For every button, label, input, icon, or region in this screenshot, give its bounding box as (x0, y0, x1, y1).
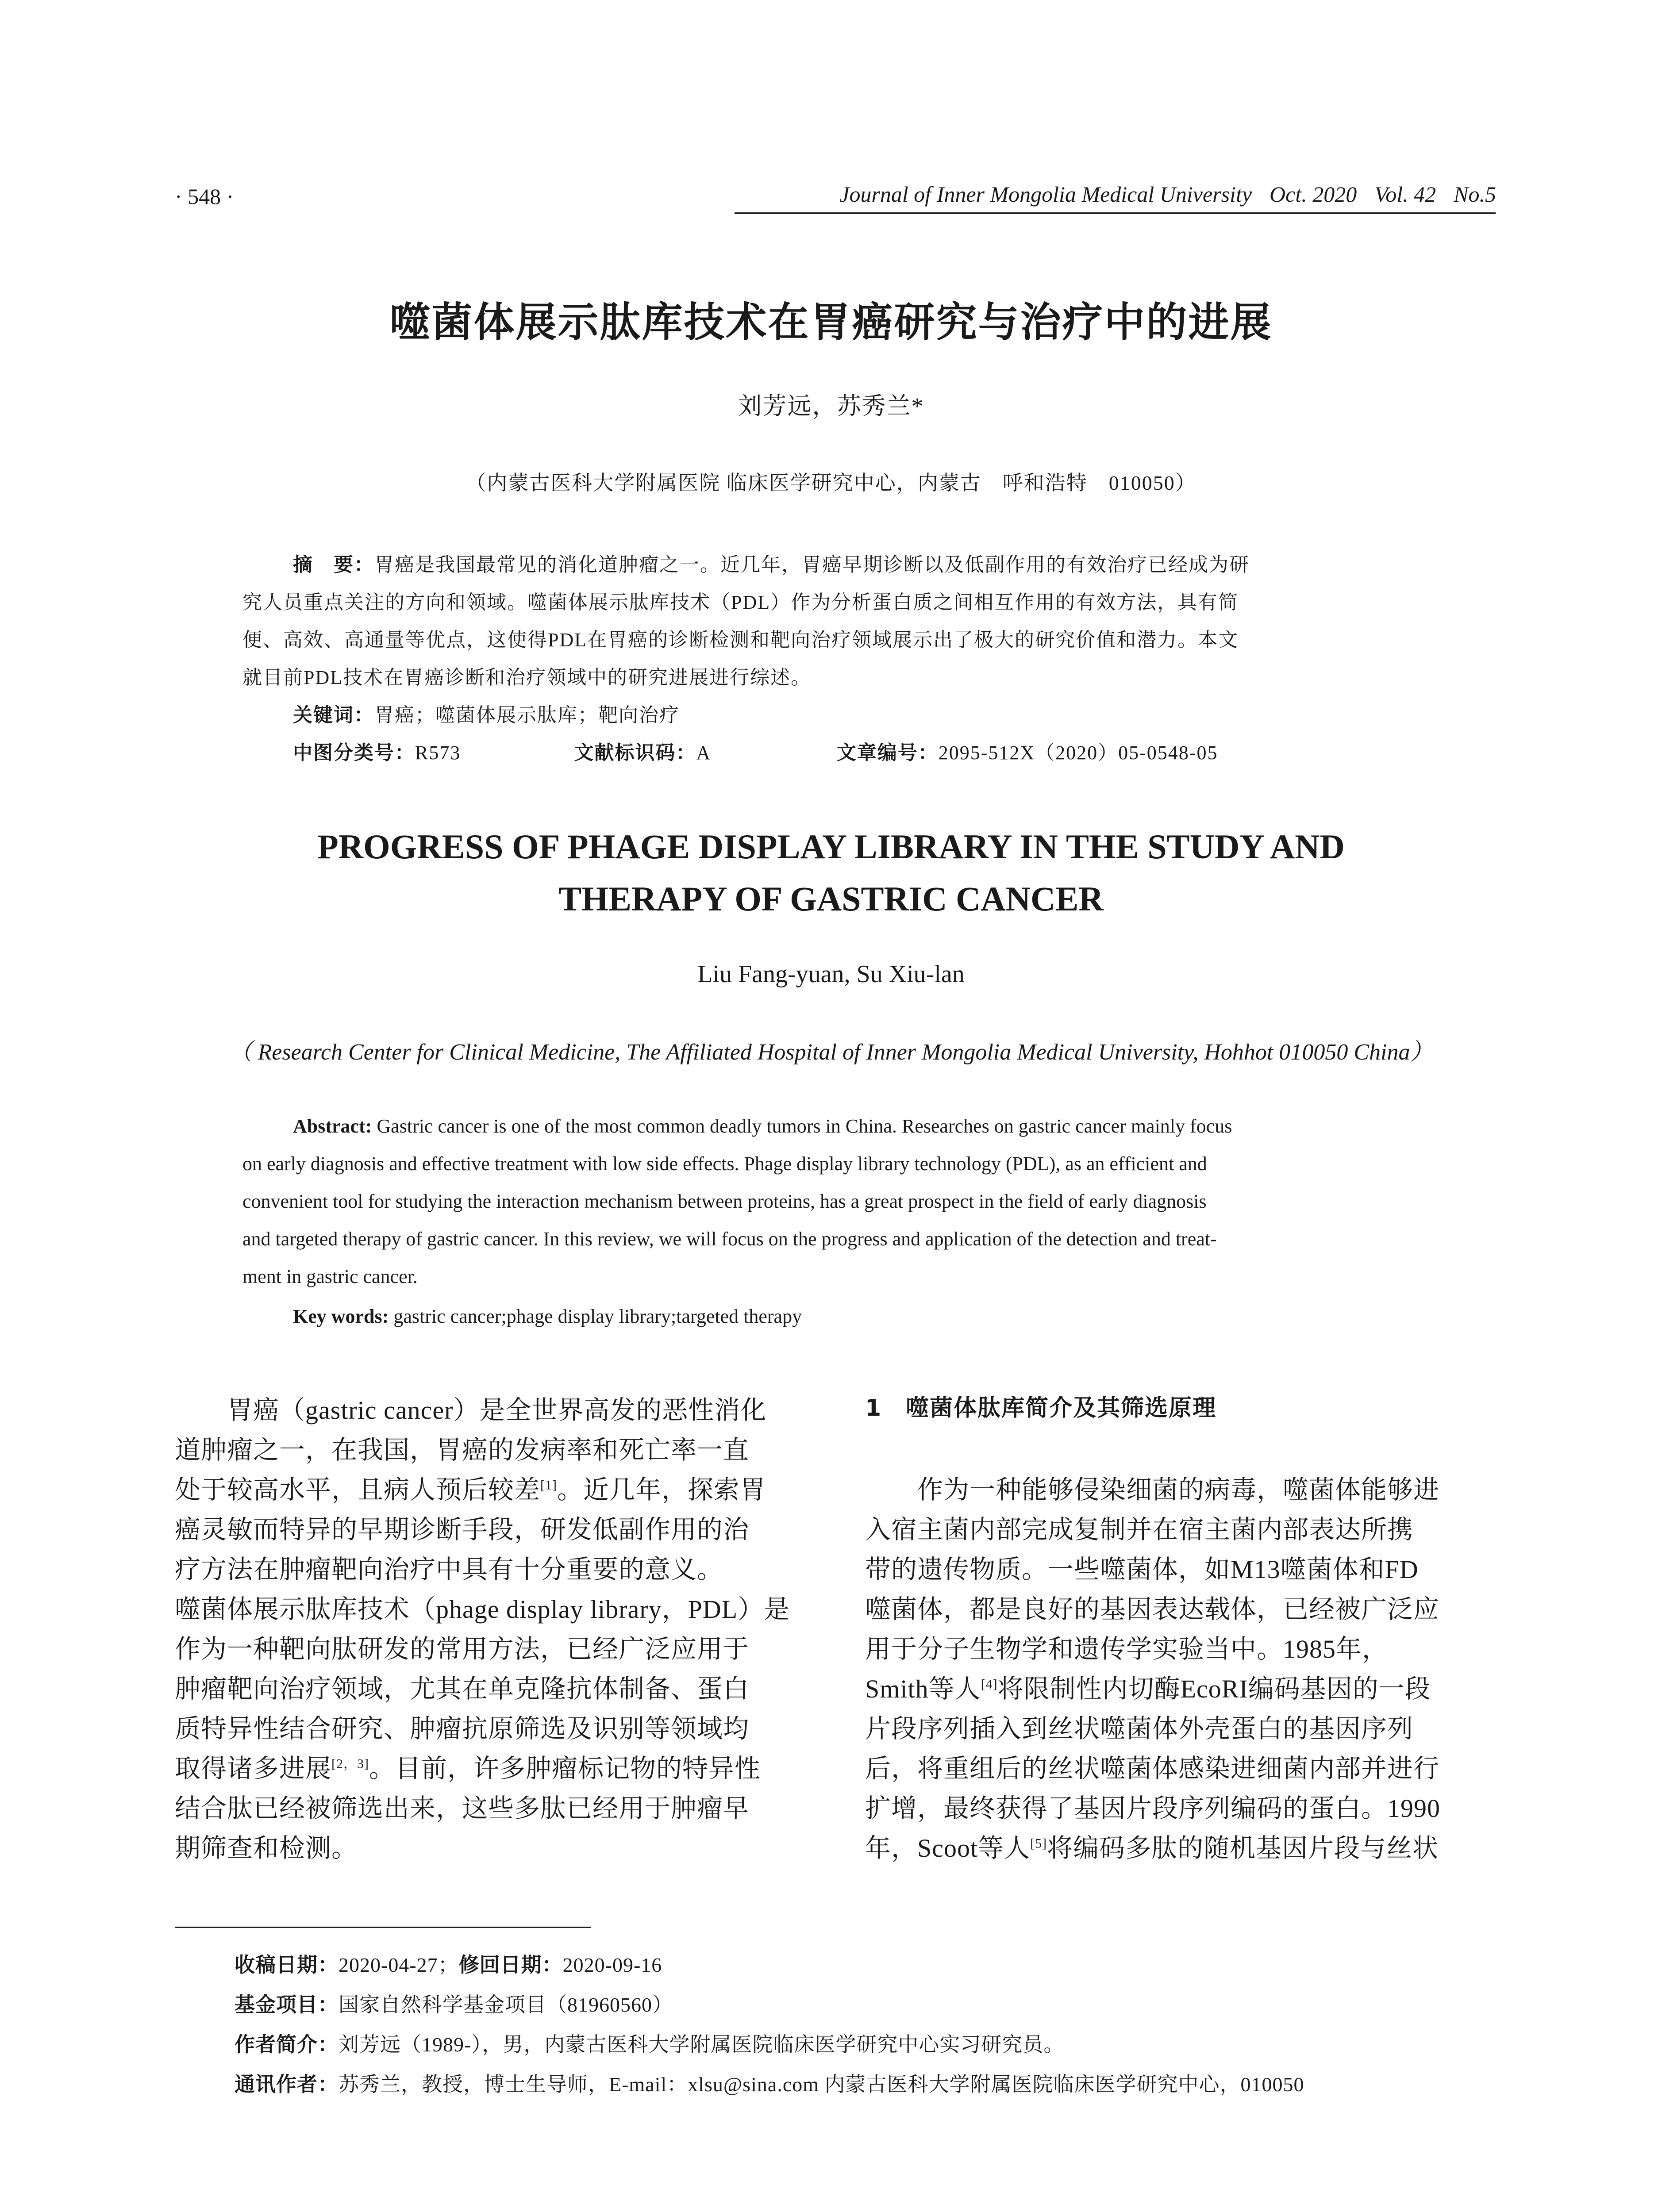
chinese-keywords-text: 胃癌；噬菌体展示肽库；靶向治疗 (374, 704, 680, 726)
body-line: 质特异性结合研究、肿瘤抗原筛选及识别等领域均 (175, 1714, 750, 1743)
body-line: 扩增，最终获得了基因片段序列编码的蛋白。1990 (865, 1794, 1441, 1823)
body-line: 年，Scoot等人[5]将编码多肽的随机基因片段与丝状 (865, 1834, 1439, 1863)
classification-row (293, 737, 1218, 765)
footnote-rule (175, 1927, 591, 1928)
body-line: 用于分子生物学和遗传学实验当中。1985年， (865, 1635, 1389, 1663)
revised-date: 2020-09-16 (562, 1954, 662, 1976)
body-line: Smith等人[4]将限制性内切酶EcoRI编码基因的一段 (865, 1674, 1431, 1703)
body-line: 癌灵敏而特异的早期诊断手段，研发低副作用的治 (175, 1515, 750, 1544)
issue-number: No.5 (1454, 182, 1496, 207)
author-text: 刘芳远（1989-），男，内蒙古医科大学附属医院临床医学研究中心实习研究员。 (339, 2033, 1065, 2056)
chinese-abstract-text: 胃癌是我国最常见的消化道肿瘤之一。近几年，胃癌早期诊断以及低副作用的有效治疗已经成为研 (374, 554, 1250, 576)
issue-date: Oct. 2020 (1270, 182, 1357, 207)
journal-name: Journal of Inner Mongolia Medical University (839, 182, 1252, 207)
citation[interactable]: [4] (981, 1677, 998, 1692)
clc-label: 中图分类号： (293, 741, 415, 764)
english-title (0, 821, 1662, 925)
page-number: · 548 · (175, 184, 234, 209)
chinese-abstract-line: 便、高效、高通量等优点，这使得PDL在胃癌的诊断检测和靶向治疗领域展示出了极大的研究价值和潜力。本文 (242, 629, 1239, 651)
english-title-line: THERAPY OF GASTRIC CANCER (558, 879, 1104, 918)
chinese-authors: 刘芳远，苏秀兰* (738, 393, 924, 419)
chinese-keywords-label: 关键词： (293, 704, 374, 726)
english-abstract-line (293, 1115, 1232, 1137)
fund-text: 国家自然科学基金项目（81960560） (339, 1993, 673, 2016)
doc-code-label: 文献标识码： (574, 741, 696, 764)
english-keywords-text: gastric cancer;phage display library;targeted therapy (389, 1306, 802, 1327)
body-line: 疗方法在肿瘤靶向治疗中具有十分重要的意义。 (175, 1555, 723, 1584)
english-authors: Liu Fang-yuan, Su Xiu-lan (697, 960, 965, 988)
received-label: 收稿日期： (235, 1953, 339, 1977)
chinese-abstract-label: 摘 要： (293, 553, 374, 576)
revised-label: 修回日期： (458, 1953, 563, 1977)
footnote-author (235, 2028, 1064, 2058)
body-line: 作为一种能够侵染细菌的病毒，噬菌体能够进 (865, 1475, 1440, 1504)
english-abstract-label: Abstract: (293, 1115, 372, 1137)
corresponding-label: 通讯作者： (235, 2072, 339, 2096)
body-line: 带的遗传物质。一些噬菌体，如M13噬菌体和FD (865, 1555, 1419, 1584)
chinese-abstract-line: 究人员重点关注的方向和领域。噬菌体展示肽库技术（PDL）作为分析蛋白质之间相互作用的有效方法，具有简 (242, 591, 1239, 613)
body-line: 期筛查和检测。 (175, 1834, 358, 1863)
english-abstract-line: convenient tool for studying the interaction mechanism between proteins, has a great prospect in the field of early diagnosis (242, 1190, 1207, 1212)
article-no-value: 2095-512X（2020）05-0548-05 (938, 742, 1218, 764)
english-keywords (293, 1305, 802, 1328)
citation[interactable]: [2，3] (331, 1756, 369, 1771)
body-line: 噬菌体，都是良好的基因表达载体，已经被广泛应 (865, 1595, 1440, 1624)
english-title-line: PROGRESS OF PHAGE DISPLAY LIBRARY IN THE STUDY AND (317, 827, 1345, 866)
english-abstract-text: Gastric cancer is one of the most common deadly tumors in China. Researches on gastric cancer mainly focus (372, 1115, 1232, 1137)
chinese-title: 噬菌体展示肽库技术在胃癌研究与治疗中的进展 (389, 299, 1273, 346)
doc-code-value: A (696, 742, 710, 764)
body-line: 作为一种靶向肽研发的常用方法，已经广泛应用于 (175, 1635, 750, 1663)
author-label: 作者简介： (235, 2032, 339, 2056)
volume: Vol. 42 (1374, 182, 1436, 207)
english-affiliation: （ Research Center for Clinical Medicine, The Affiliated Hospital of Inner Mongolia Medical University, Hohhot 010050 China） (229, 1040, 1433, 1065)
english-keywords-label: Key words: (293, 1306, 389, 1327)
english-abstract-line: and targeted therapy of gastric cancer. In this review, we will focus on the progress and application of the detection and treat- (242, 1228, 1217, 1250)
body-line: 噬菌体展示肽库技术（phage display library，PDL）是 (175, 1595, 790, 1624)
footnote-fund (235, 1989, 673, 2018)
chinese-abstract-line (293, 549, 1250, 577)
body-line: 片段序列插入到丝状噬菌体外壳蛋白的基因序列 (865, 1714, 1414, 1743)
body-line: 胃癌（gastric cancer）是全世界高发的恶性消化 (175, 1396, 767, 1425)
received-date: 2020-04-27； (339, 1954, 459, 1976)
section-heading: 1 噬菌体肽库简介及其筛选原理 (865, 1395, 1217, 1421)
english-abstract-line: ment in gastric cancer. (242, 1266, 418, 1287)
citation[interactable]: [1] (540, 1478, 557, 1493)
chinese-keywords (293, 699, 680, 727)
english-abstract-line: on early diagnosis and effective treatment with low side effects. Phage display library technology (PDL), as an efficient and (242, 1153, 1207, 1175)
body-line: 肿瘤靶向治疗领域，尤其在单克隆抗体制备、蛋白 (175, 1674, 750, 1703)
citation[interactable]: [5] (1030, 1836, 1047, 1851)
corresponding-text[interactable]: 苏秀兰，教授，博士生导师，E-mail：xlsu@sina.com 内蒙古医科大学附属医院临床医学研究中心，010050 (339, 2073, 1304, 2096)
footnote-dates (235, 1949, 662, 1978)
header-rule (735, 212, 1496, 214)
body-line: 取得诸多进展[2，3]。目前，许多肿瘤标记物的特异性 (175, 1754, 761, 1783)
body-line: 道肿瘤之一，在我国，胃癌的发病率和死亡率一直 (175, 1436, 750, 1464)
chinese-abstract-line: 就目前PDL技术在胃癌诊断和治疗领域中的研究进展进行综述。 (242, 667, 812, 688)
footnote-corresponding (235, 2068, 1304, 2097)
body-line: 结合肽已经被筛选出来，这些多肽已经用于肿瘤早 (175, 1794, 750, 1823)
clc-value: R573 (415, 742, 461, 764)
journal-running-head (822, 181, 1496, 207)
body-line: 处于较高水平，且病人预后较差[1]。近几年，探索胃 (175, 1475, 766, 1504)
body-line: 入宿主菌内部完成复制并在宿主菌内部表达所携 (865, 1515, 1414, 1544)
article-no-label: 文章编号： (836, 741, 939, 764)
fund-label: 基金项目： (235, 1993, 339, 2016)
chinese-affiliation: （内蒙古医科大学附属医院 临床医学研究中心，内蒙古 呼和浩特 010050） (466, 472, 1196, 494)
body-line: 后，将重组后的丝状噬菌体感染进细菌内部并进行 (865, 1754, 1440, 1783)
